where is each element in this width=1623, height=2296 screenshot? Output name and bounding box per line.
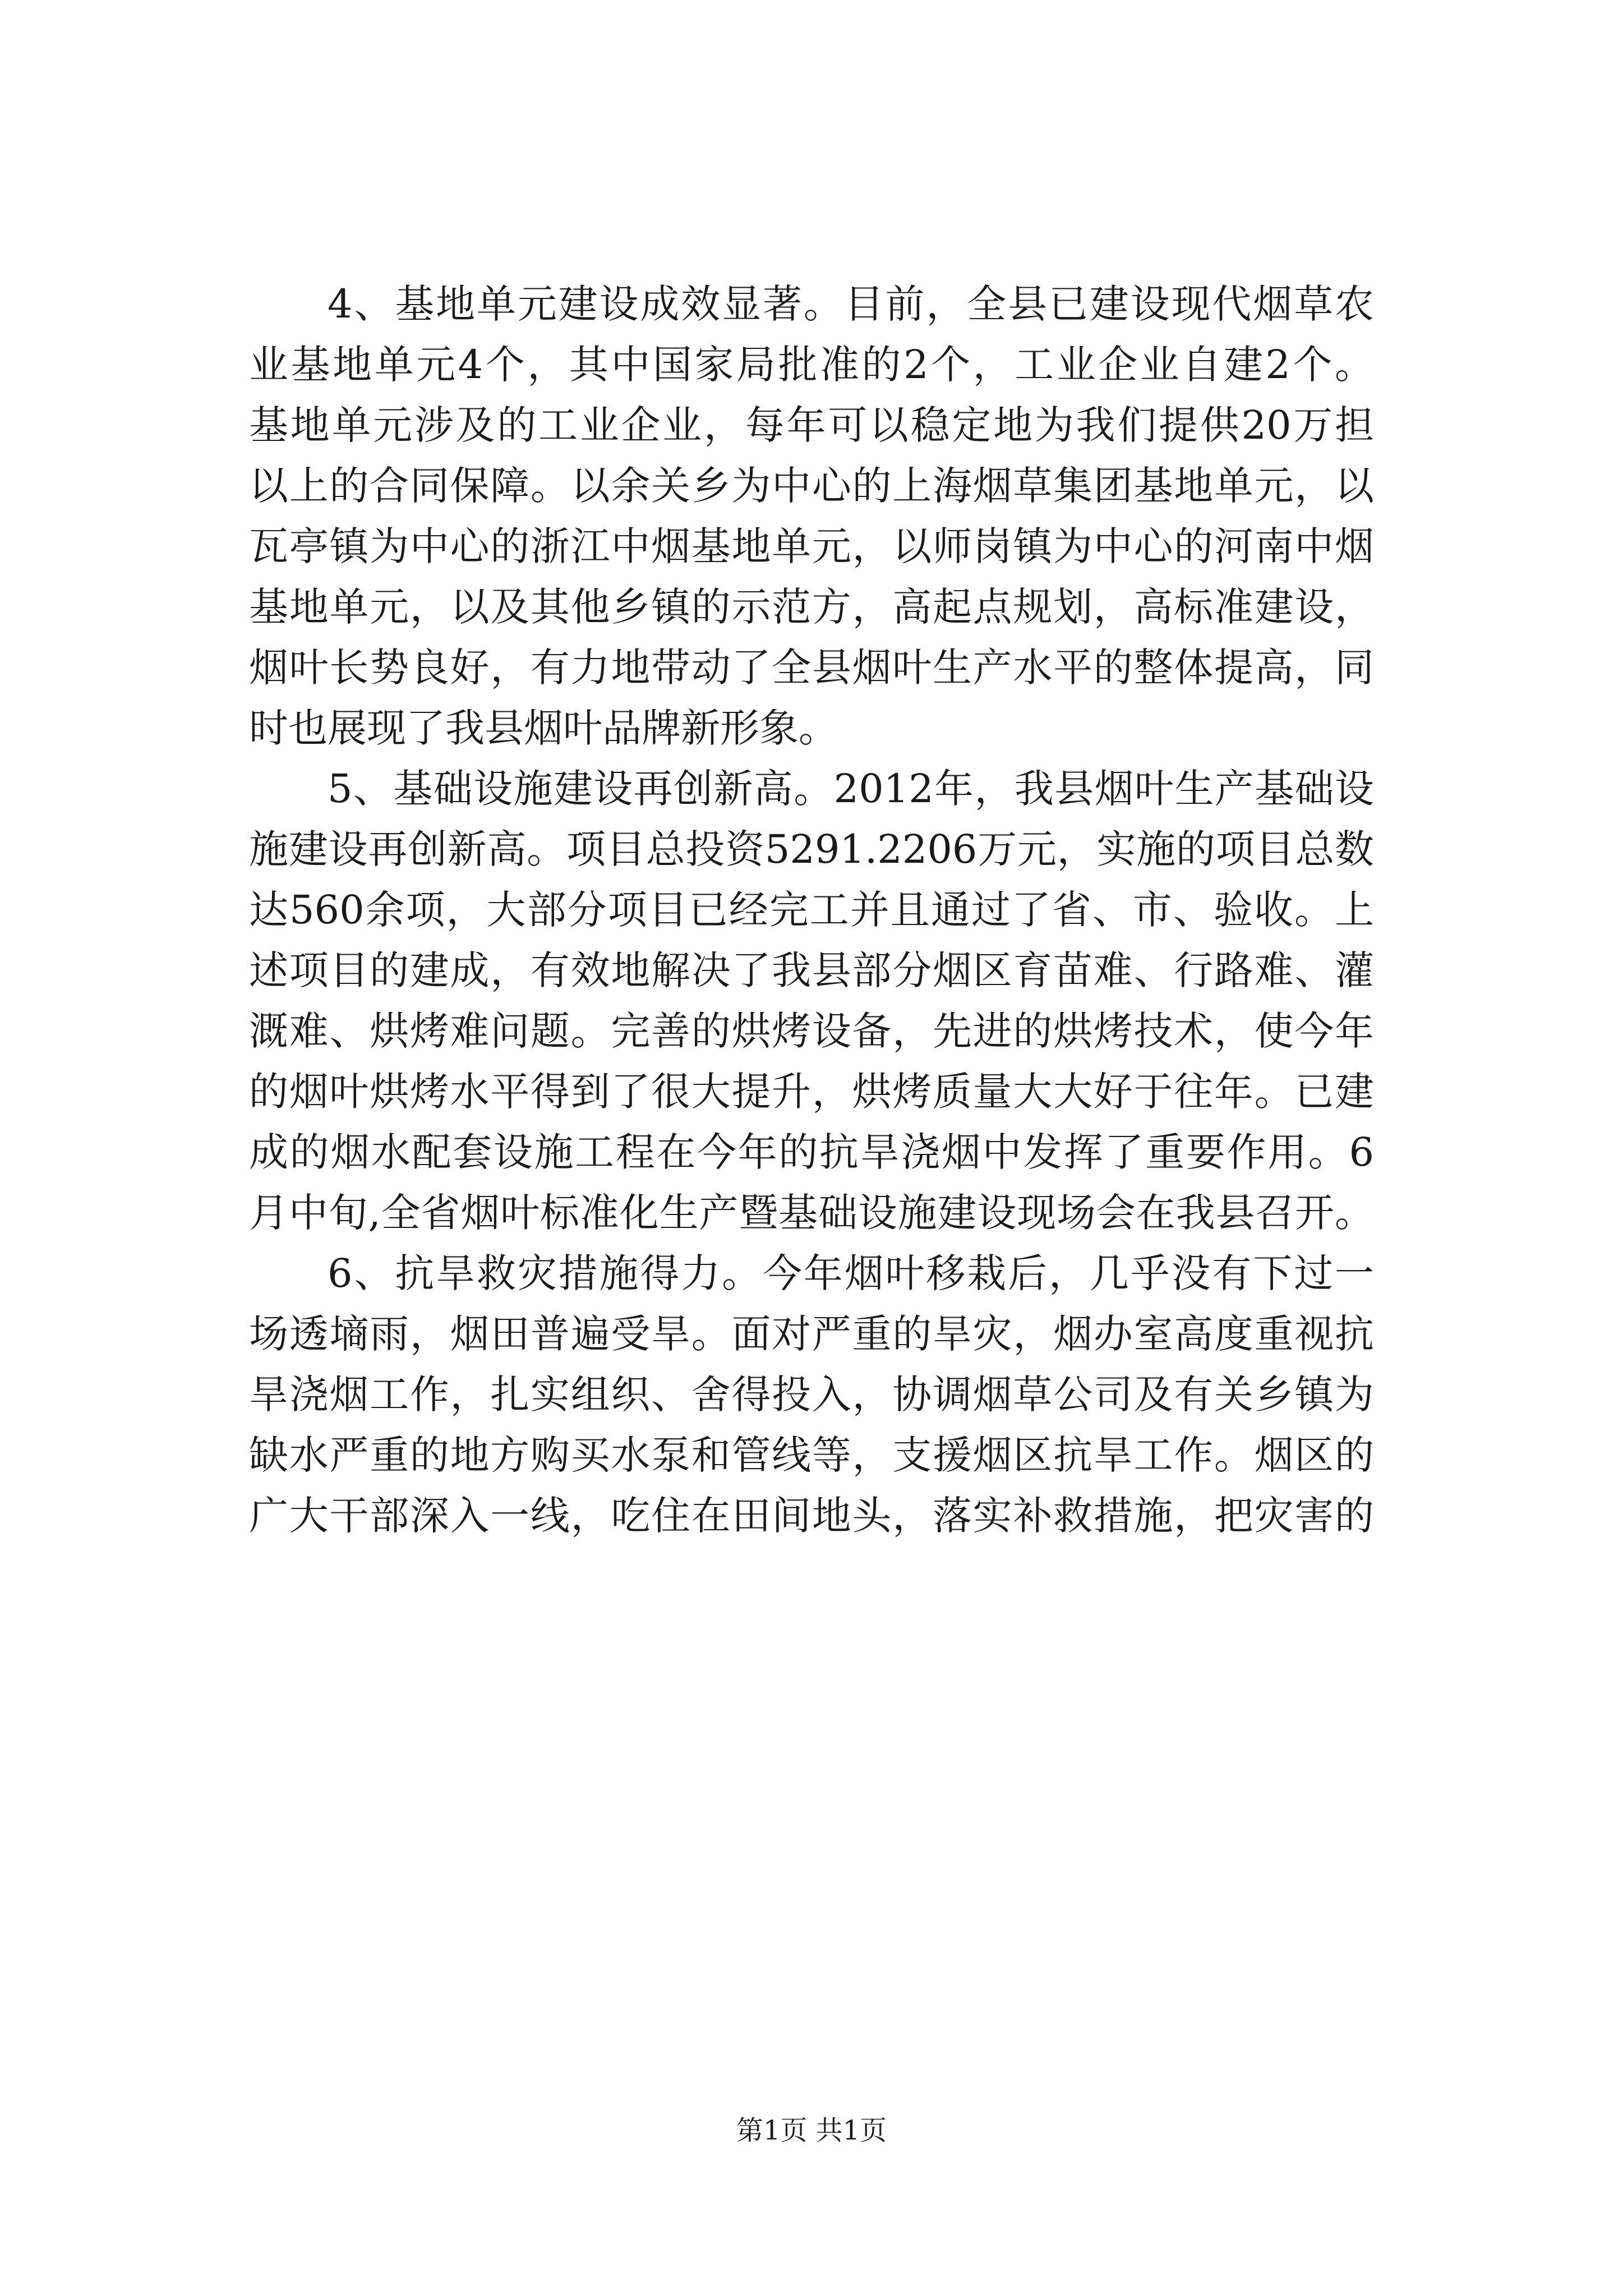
paragraph-5-line-4: 述项目的建成，有效地解决了我县部分烟区育苗难、行路难、灌 [249,947,1374,993]
paragraph-6-line-4: 缺水严重的地方购买水泵和管线等，支援烟区抗旱工作。烟区的 [249,1432,1374,1478]
paragraph-5-line-8: 月中旬,全省烟叶标准化生产暨基础设施建设现场会在我县召开。 [249,1190,1374,1236]
paragraph-4-line-8: 时也展现了我县烟叶品牌新形象。 [249,705,838,751]
paragraph-6-line-2: 场透墒雨，烟田普遍受旱。面对严重的旱灾，烟办室高度重视抗 [249,1311,1374,1357]
paragraph-4-line-1: 4、基地单元建设成效显著。目前，全县已建设现代烟草农 [328,281,1374,327]
paragraph-4-line-3: 基地单元涉及的工业企业，每年可以稳定地为我们提供20万担 [249,402,1374,448]
paragraph-5-line-7: 成的烟水配套设施工程在今年的抗旱浇烟中发挥了重要作用。6 [249,1129,1374,1175]
paragraph-5-line-5: 溉难、烘烤难问题。完善的烘烤设备，先进的烘烤技术，使今年 [249,1008,1374,1054]
paragraph-5-line-3: 达560余项，大部分项目已经完工并且通过了省、市、验收。上 [249,887,1374,933]
paragraph-5-line-6: 的烟叶烘烤水平得到了很大提升，烘烤质量大大好于往年。已建 [249,1069,1374,1115]
paragraph-4-line-5: 瓦亭镇为中心的浙江中烟基地单元，以师岗镇为中心的河南中烟 [249,523,1374,569]
paragraph-6-line-5: 广大干部深入一线，吃住在田间地头，落实补救措施，把灾害的 [249,1493,1374,1539]
paragraph-4-line-6: 基地单元，以及其他乡镇的示范方，高起点规划，高标准建设， [249,584,1374,630]
paragraph-4-line-4: 以上的合同保障。以余关乡为中心的上海烟草集团基地单元，以 [249,463,1374,509]
paragraph-5-line-1: 5、基础设施建设再创新高。2012年，我县烟叶生产基础设 [328,766,1374,812]
document-body [249,274,1374,1546]
paragraph-4-line-7: 烟叶长势良好，有力地带动了全县烟叶生产水平的整体提高，同 [249,645,1374,691]
page-number-footer: 第1页 共1页 [736,2115,887,2146]
paragraph-6-line-1: 6、抗旱救灾措施得力。今年烟叶移栽后，几乎没有下过一 [328,1250,1374,1296]
paragraph-5-line-2: 施建设再创新高。项目总投资5291.2206万元，实施的项目总数 [249,826,1374,872]
paragraph-4-line-2: 业基地单元4个，其中国家局批准的2个，工业企业自建2个。 [249,342,1374,388]
paragraph-6-line-3: 旱浇烟工作，扎实组织、舍得投入，协调烟草公司及有关乡镇为 [249,1372,1374,1418]
